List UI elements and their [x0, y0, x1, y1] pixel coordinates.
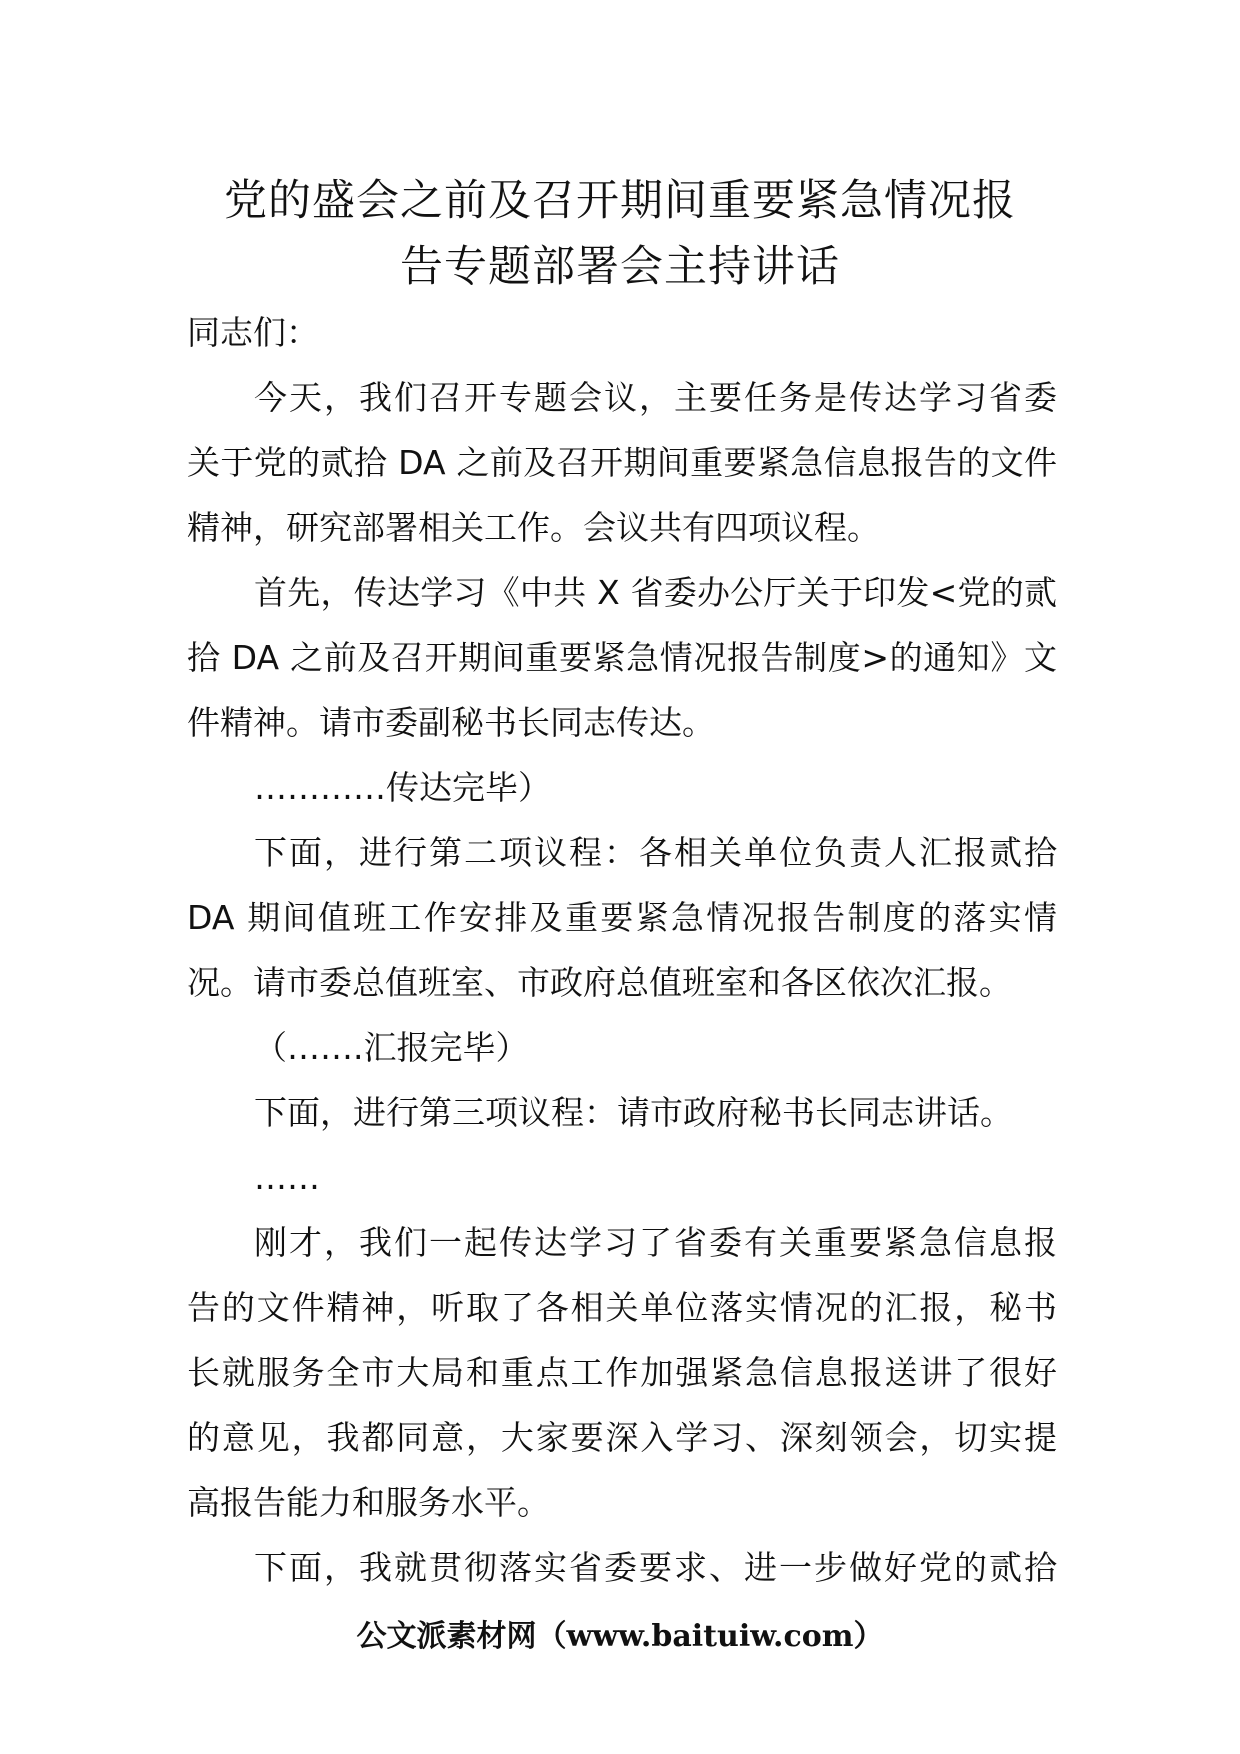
- paragraph-line: 精神，研究部署相关工作。会议共有四项议程。: [187, 508, 880, 547]
- salutation: 同志们：: [187, 313, 319, 352]
- paragraph-line: 下面，我就贯彻落实省委要求、进一步做好党的贰拾: [254, 1548, 1057, 1587]
- paragraph-line: 拾 DA 之前及召开期间重要紧急情况报告制度>的通知》文: [187, 638, 1057, 677]
- paragraph-line: 长就服务全市大局和重点工作加强紧急信息报送讲了很好: [187, 1353, 1057, 1392]
- paragraph-line: 告的文件精神，听取了各相关单位落实情况的汇报，秘书: [187, 1288, 1057, 1327]
- paragraph-line: 况。请市委总值班室、市政府总值班室和各区依次汇报。: [187, 963, 1012, 1002]
- paragraph-line: DA 期间值班工作安排及重要紧急情况报告制度的落实情: [187, 898, 1057, 937]
- paragraph-line: 刚才，我们一起传达学习了省委有关重要紧急信息报: [254, 1223, 1057, 1262]
- document-title-line-2: 告专题部署会主持讲话: [400, 242, 840, 292]
- paragraph-line: （…….汇报完毕）: [254, 1028, 529, 1067]
- paragraph-line: 下面，进行第三项议程：请市政府秘书长同志讲话。: [254, 1093, 1013, 1132]
- paragraph-line: 高报告能力和服务水平。: [187, 1483, 550, 1522]
- footer-watermark: 公文派素材网（www.baituiw.com）: [356, 1619, 884, 1654]
- document-body: [187, 300, 1057, 1600]
- paragraph-line: 今天，我们召开专题会议，主要任务是传达学习省委: [254, 378, 1057, 417]
- paragraph-line: 件精神。请市委副秘书长同志传达。: [187, 703, 715, 742]
- paragraph-line: …………传达完毕）: [254, 768, 551, 807]
- document-title-line-1: 党的盛会之前及召开期间重要紧急情况报: [224, 176, 1016, 226]
- paragraph-line: 关于党的贰拾 DA 之前及召开期间重要紧急信息报告的文件: [187, 443, 1057, 482]
- paragraph-line: 首先，传达学习《中共 X 省委办公厅关于印发<党的贰: [254, 573, 1057, 612]
- paragraph-line: 的意见，我都同意，大家要深入学习、深刻领会，切实提: [187, 1418, 1057, 1457]
- paragraph-line: ……: [254, 1158, 320, 1197]
- paragraph-line: 下面，进行第二项议程：各相关单位负责人汇报贰拾: [254, 833, 1057, 872]
